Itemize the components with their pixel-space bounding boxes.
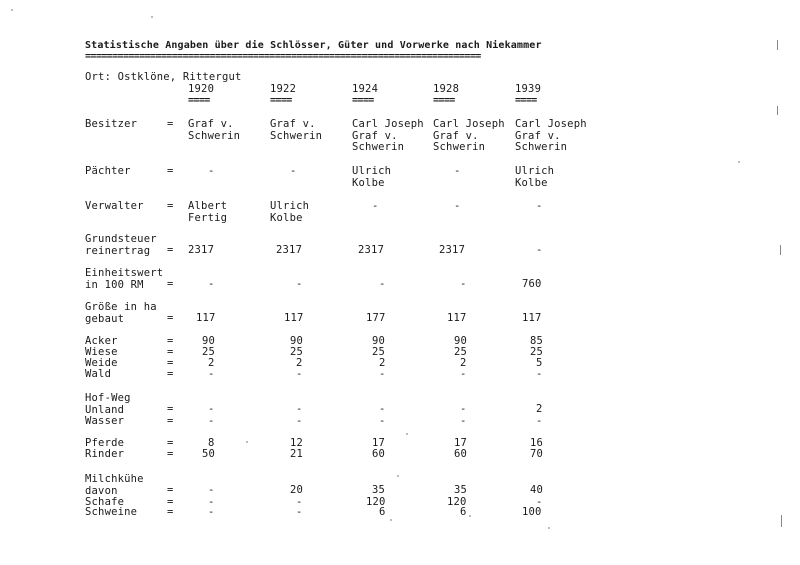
scan-speck: [11, 9, 13, 11]
weide-1924: 2: [379, 357, 386, 369]
equals-sign: =: [167, 357, 174, 369]
equals-sign: =: [167, 415, 174, 427]
scan-speck: [390, 519, 392, 521]
scan-edge-mark: [780, 245, 781, 255]
equals-sign: =: [167, 278, 174, 290]
scan-speck: [397, 475, 399, 477]
weide-1920: 2: [208, 357, 215, 369]
equals-sign: =: [167, 118, 174, 130]
row-label-verwalter: Verwalter: [85, 200, 144, 212]
equals-sign: =: [167, 200, 174, 212]
schweine-1939: 100: [522, 506, 542, 518]
pferde-1924: 17: [372, 437, 386, 449]
wald-1939: -: [536, 368, 543, 380]
verwalter-1939: -: [536, 200, 543, 212]
paechter-1922: -: [290, 165, 297, 177]
year-1920: 1920: [188, 83, 215, 95]
acker-1928: 90: [454, 335, 468, 347]
schweine-1924: 6: [379, 506, 386, 518]
weide-1922: 2: [296, 357, 303, 369]
hofweg-1922: -: [296, 403, 303, 415]
row-label-schafe: Schafe: [85, 496, 125, 508]
year-underline-1928: ====: [433, 98, 455, 104]
hofweg-1920: -: [208, 403, 215, 415]
milchkuehe-1920: -: [208, 484, 215, 496]
row-label-hofweg-unland: Hof-Weg Unland: [85, 392, 131, 416]
einheitswert-1920: -: [208, 278, 215, 290]
paechter-1939: Ulrich Kolbe: [515, 165, 555, 189]
row-label-milchkuehe: Milchkühe davon: [85, 473, 144, 497]
row-label-schweine: Schweine: [85, 506, 138, 518]
wasser-1924: -: [379, 415, 386, 427]
year-1939: 1939: [515, 83, 542, 95]
hofweg-1939: 2: [536, 403, 543, 415]
year-underline-1922: ====: [270, 98, 292, 104]
document-title: Statistische Angaben über die Schlösser, Güter und Vorwerke nach Niekammer: [85, 40, 542, 51]
schafe-1920: -: [208, 496, 215, 508]
row-label-acker: Acker: [85, 335, 118, 347]
verwalter-1928: -: [454, 200, 461, 212]
schafe-1928: 120: [447, 496, 467, 508]
verwalter-1922: Ulrich Kolbe: [270, 200, 310, 224]
equals-sign: =: [167, 437, 174, 449]
schweine-1922: -: [296, 506, 303, 518]
equals-sign: =: [167, 244, 174, 256]
groesse-1920: 117: [196, 312, 216, 324]
grundsteuer-1928: 2317: [439, 244, 466, 256]
scan-edge-mark: [777, 40, 778, 50]
besitzer-1922: Graf v. Schwerin: [270, 118, 323, 142]
row-label-grundsteuer: Grundsteuer reinertrag: [85, 233, 157, 257]
weide-1939: 5: [536, 357, 543, 369]
groesse-1922: 117: [284, 312, 304, 324]
acker-1924: 90: [372, 335, 386, 347]
acker-1920: 90: [202, 335, 216, 347]
scan-speck: [406, 433, 408, 435]
row-label-wald: Wald: [85, 368, 112, 380]
einheitswert-1924: -: [379, 278, 386, 290]
location-label: Ort: Ostklöne, Rittergut: [85, 71, 242, 83]
groesse-1928: 117: [447, 312, 467, 324]
row-label-einheitswert: Einheitswert in 100 RM: [85, 267, 164, 291]
year-underline-1939: ====: [515, 98, 537, 104]
pferde-1922: 12: [290, 437, 304, 449]
equals-sign: =: [167, 346, 174, 358]
scan-speck: [738, 161, 740, 163]
wasser-1922: -: [296, 415, 303, 427]
wasser-1928: -: [460, 415, 467, 427]
milchkuehe-1928: 35: [454, 484, 468, 496]
groesse-1939: 117: [522, 312, 542, 324]
equals-sign: =: [167, 335, 174, 347]
equals-sign: =: [167, 312, 174, 324]
row-label-besitzer: Besitzer: [85, 118, 138, 130]
equals-sign: =: [167, 403, 174, 415]
equals-sign: =: [167, 506, 174, 518]
wiese-1928: 25: [454, 346, 468, 358]
wiese-1920: 25: [202, 346, 216, 358]
schweine-1920: -: [208, 506, 215, 518]
scan-speck: [246, 441, 248, 443]
equals-sign: =: [167, 496, 174, 508]
scan-speck: [469, 515, 471, 517]
row-label-paechter: Pächter: [85, 165, 131, 177]
schafe-1922: -: [296, 496, 303, 508]
wiese-1924: 25: [372, 346, 386, 358]
besitzer-1920: Graf v. Schwerin: [188, 118, 241, 142]
scan-speck: [151, 16, 153, 18]
row-label-wasser: Wasser: [85, 415, 125, 427]
wald-1922: -: [296, 368, 303, 380]
row-label-groesse: Größe in ha gebaut: [85, 301, 157, 325]
row-label-pferde: Pferde: [85, 437, 125, 449]
einheitswert-1939: 760: [522, 278, 542, 290]
weide-1928: 2: [460, 357, 467, 369]
hofweg-1928: -: [460, 403, 467, 415]
year-underline-1924: ====: [352, 98, 374, 104]
besitzer-1924: Carl Joseph Graf v. Schwerin: [352, 118, 424, 153]
besitzer-1928: Carl Joseph Graf v. Schwerin: [433, 118, 505, 153]
grundsteuer-1939: -: [536, 244, 543, 256]
wald-1924: -: [379, 368, 386, 380]
schafe-1924: 120: [366, 496, 386, 508]
rinder-1924: 60: [372, 448, 386, 460]
equals-sign: =: [167, 165, 174, 177]
grundsteuer-1924: 2317: [358, 244, 385, 256]
rinder-1920: 50: [202, 448, 216, 460]
pferde-1920: 8: [208, 437, 215, 449]
wiese-1922: 25: [290, 346, 304, 358]
groesse-1924: 177: [366, 312, 386, 324]
rinder-1928: 60: [454, 448, 468, 460]
equals-sign: =: [167, 448, 174, 460]
row-label-rinder: Rinder: [85, 448, 125, 460]
year-underline-1920: ====: [188, 98, 210, 104]
einheitswert-1928: -: [460, 278, 467, 290]
paechter-1928: -: [454, 165, 461, 177]
wasser-1920: -: [208, 415, 215, 427]
acker-1939: 85: [530, 335, 544, 347]
wald-1920: -: [208, 368, 215, 380]
year-1928: 1928: [433, 83, 460, 95]
acker-1922: 90: [290, 335, 304, 347]
equals-sign: =: [167, 484, 174, 496]
wasser-1939: -: [536, 415, 543, 427]
pferde-1939: 16: [530, 437, 544, 449]
schweine-1928: 6: [460, 506, 467, 518]
year-1922: 1922: [270, 83, 297, 95]
grundsteuer-1920: 2317: [188, 244, 215, 256]
year-1924: 1924: [352, 83, 379, 95]
row-label-weide: Weide: [85, 357, 118, 369]
milchkuehe-1922: 20: [290, 484, 304, 496]
verwalter-1920: Albert Fertig: [188, 200, 228, 224]
milchkuehe-1924: 35: [372, 484, 386, 496]
equals-sign: =: [167, 368, 174, 380]
milchkuehe-1939: 40: [530, 484, 544, 496]
wald-1928: -: [460, 368, 467, 380]
wiese-1939: 25: [530, 346, 544, 358]
paechter-1920: -: [208, 165, 215, 177]
scan-edge-mark: [777, 106, 778, 115]
einheitswert-1922: -: [296, 278, 303, 290]
hofweg-1924: -: [379, 403, 386, 415]
rinder-1939: 70: [530, 448, 544, 460]
rinder-1922: 21: [290, 448, 304, 460]
grundsteuer-1922: 2317: [276, 244, 303, 256]
scan-speck: [548, 527, 550, 529]
scan-edge-mark: [781, 515, 782, 527]
besitzer-1939: Carl Joseph Graf v. Schwerin: [515, 118, 587, 153]
verwalter-1924: -: [372, 200, 379, 212]
row-label-wiese: Wiese: [85, 346, 118, 358]
paechter-1924: Ulrich Kolbe: [352, 165, 392, 189]
schafe-1939: -: [536, 496, 543, 508]
pferde-1928: 17: [454, 437, 468, 449]
title-underline: =========================================================================: [85, 54, 481, 60]
